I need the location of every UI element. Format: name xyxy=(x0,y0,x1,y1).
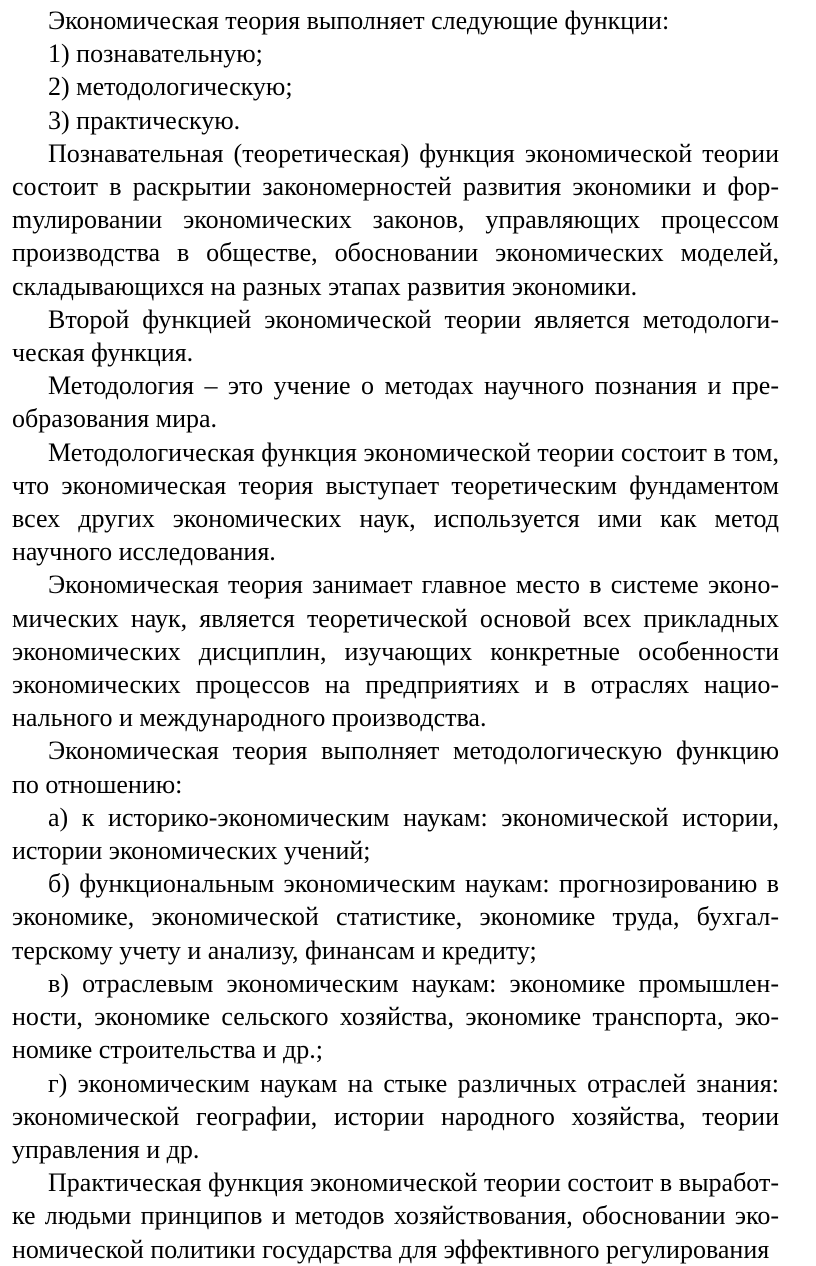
practical-function-paragraph: Практическая функция экономической теории состоит в выработке людьми принципов и методов хозяйствования, обосновании экономической политики государства для эффективного регулирования xyxy=(12,1168,779,1264)
item-b-paragraph: б) функциональным экономическим наукам: прогнозированию в экономике, экономической статистике, экономике труда, бухгалтерскому учету и анализу, финансам и кредиту; xyxy=(12,869,779,965)
item-a-paragraph: а) к историко-экономическим наукам: экономической истории, истории экономических учений; xyxy=(12,802,779,866)
list-item-methodological: 2) методологическую; xyxy=(48,72,293,102)
document-page xyxy=(12,4,779,1266)
second-function-paragraph: Второй функцией экономической теории является методологическая функция. xyxy=(12,304,779,368)
item-g-paragraph: г) экономическим наукам на стыке различных отраслей знания: экономической географии, истории народного хозяйства, теории управления и др. xyxy=(12,1068,779,1164)
intro-paragraph: Экономическая теория выполняет следующие функции: xyxy=(48,6,670,35)
relation-intro-paragraph: Экономическая теория выполняет методологическую функцию по отношению: xyxy=(12,736,779,799)
item-v-paragraph: в) отраслевым экономическим наукам: экономике промышленности, экономике сельского хозяйства, экономике транспорта, экономике строительства и др.; xyxy=(12,968,779,1065)
list-item-practical: 3) практическую. xyxy=(48,105,241,135)
cognitive-function-paragraph: Познавательная (теоретическая) функция экономической теории состоит в раскрытии закономерностей развития экономики и форmулировании экономических законов, управляющих процессом производства в обществе, обосновании экономических моделей, складывающихся на разных этапах развития экономики. xyxy=(12,138,779,301)
methodological-function-paragraph: Методологическая функция экономической теории состоит в том, что экономическая теория выступает теоретическим фундаментом всех других экономических наук, используется ими как метод научного исследования. xyxy=(12,437,779,567)
list-item-cognitive: 1) познавательную; xyxy=(48,39,263,69)
methodology-definition-paragraph: Методология – это учение о методах научного познания и преобразования мира. xyxy=(12,371,779,434)
main-place-paragraph: Экономическая теория занимает главное место в системе экономических наук, является теоретической основой всех прикладных экономических дисциплин, изучающих конкретные особенности экономических процессов на предприятиях и в отраслях национального и международного производства. xyxy=(12,570,779,733)
